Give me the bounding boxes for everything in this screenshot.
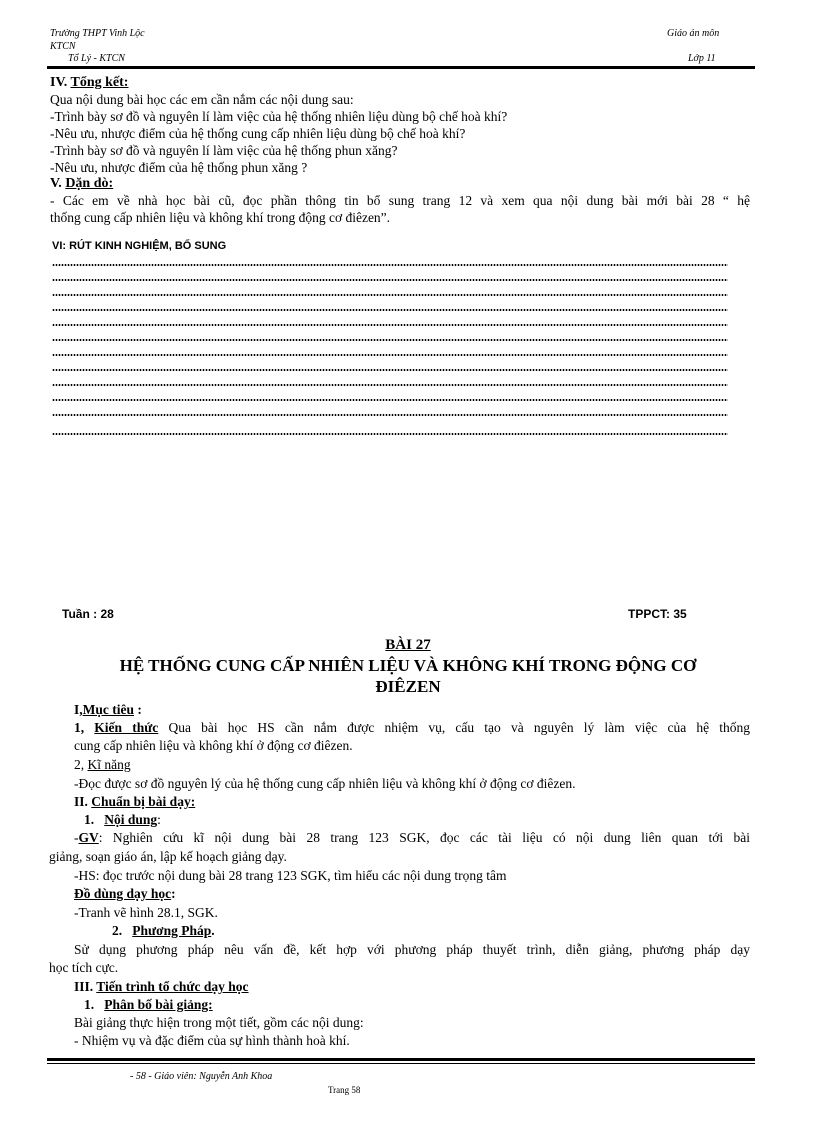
dotted-line xyxy=(52,399,728,401)
tools-tail: : xyxy=(171,886,176,901)
dotted-line xyxy=(52,324,728,326)
teacher-prep-line-cont: giảng, soạn giáo án, lập kế hoạch giảng dạy. xyxy=(49,849,287,864)
skills-heading xyxy=(74,755,131,774)
objectives-heading xyxy=(74,700,142,719)
objectives-heading-text: Mục tiêu xyxy=(82,702,135,717)
preparation-heading xyxy=(74,792,195,811)
dotted-line xyxy=(52,264,728,266)
header-school: Trường THPT Vinh Lộc xyxy=(50,28,145,39)
process-sub-heading xyxy=(84,995,213,1014)
tools-label: Đồ dùng dạy học xyxy=(74,886,172,901)
dotted-line xyxy=(52,433,728,435)
lesson-title: HỆ THỐNG CUNG CẤP NHIÊN LIỆU VÀ KHÔNG KHÍ TRONG ĐỘNG CƠ xyxy=(119,656,697,675)
footer-rule-thin xyxy=(47,1063,755,1064)
homework-heading-number: V. xyxy=(50,176,62,191)
lesson-number: BÀI 27 xyxy=(385,637,431,653)
summary-heading-text: Tổng kết: xyxy=(70,75,129,90)
content-tail: : xyxy=(157,812,161,827)
footer-rule xyxy=(47,1058,755,1061)
footer-page: Trang 58 xyxy=(328,1085,361,1095)
process-line: Bài giảng thực hiện trong một tiết, gồm các nội dung: xyxy=(74,1015,364,1030)
method-number: 2. xyxy=(112,923,123,938)
skills-text: -Đọc được sơ đồ nguyên lý của hệ thống cung cấp nhiên liệu và không khí ở động cơ điêzen. xyxy=(74,776,576,791)
header-group: Tổ Lý - KTCN xyxy=(68,53,125,64)
teacher-prep-text: : Nghiên cứu kĩ nội dung bài 28 trang 123 SGK, đọc các tài liệu có nội dung liên quan tới bài xyxy=(98,830,750,845)
header-dept: KTCN xyxy=(50,41,76,52)
teacher-prep-line xyxy=(74,828,750,847)
summary-heading-number: IV. xyxy=(50,75,68,90)
preparation-heading-number: II. xyxy=(74,794,88,809)
summary-item: -Trình bày sơ đồ và nguyên lí làm việc của hệ thống phun xăng? xyxy=(50,143,398,158)
method-line: Sử dụng phương pháp nêu vấn đề, kết hợp với phương pháp thuyết trình, diễn giảng, phương pháp dạy xyxy=(74,942,750,957)
dotted-line xyxy=(52,354,728,356)
teacher-label: GV xyxy=(78,830,99,845)
content-heading xyxy=(84,810,161,829)
knowledge-text: Qua bài học HS cần nắm được nhiệm vụ, cấu tạo và nguyên lý làm việc của hệ thống xyxy=(158,720,751,735)
dotted-line xyxy=(52,369,728,371)
student-prep-line: -HS: đọc trước nội dung bài 28 trang 123 SGK, tìm hiểu các nội dung trọng tâm xyxy=(74,868,507,883)
method-line-cont: học tích cực. xyxy=(49,960,119,975)
method-heading xyxy=(112,921,215,940)
lesson-title-cont: ĐIÊZEN xyxy=(375,677,441,696)
footer-teacher: - 58 - Giáo viên: Nguyễn Anh Khoa xyxy=(130,1071,273,1082)
experience-heading: VI: RÚT KINH NGHIỆM, BỔ SUNG xyxy=(52,240,227,252)
teacher-prep-dash: - xyxy=(74,830,79,845)
content-label: Nội dung xyxy=(104,812,158,827)
header-subject: Giáo án môn xyxy=(667,28,720,39)
process-sub-number: 1. xyxy=(84,997,95,1012)
process-heading-text: Tiến trình tổ chức dạy học xyxy=(96,979,249,994)
process-line: - Nhiệm vụ và đặc điểm của sự hình thành hoà khí. xyxy=(74,1033,350,1048)
content-number: 1. xyxy=(84,812,95,827)
homework-line: - Các em về nhà học bài cũ, đọc phần thông tin bổ sung trang 12 và xem qua nội dung bài mới bài 28 “ hệ xyxy=(50,193,750,208)
dotted-line xyxy=(52,309,728,311)
homework-heading-text: Dặn dò: xyxy=(65,176,114,191)
skills-number: 2, xyxy=(74,757,85,772)
summary-intro: Qua nội dung bài học các em cần nắm các nội dung sau: xyxy=(50,92,354,107)
knowledge-number: 1, xyxy=(74,720,85,735)
method-tail: . xyxy=(211,923,215,938)
header-rule xyxy=(47,66,755,69)
homework-line: thống cung cấp nhiên liệu và không khí trong động cơ điêzen”. xyxy=(50,210,391,225)
preparation-heading-text: Chuẩn bị bài dạy: xyxy=(91,794,196,809)
period-label: TPPCT: 35 xyxy=(628,607,687,621)
knowledge-line xyxy=(74,718,750,737)
dotted-line xyxy=(52,279,728,281)
process-heading-number: III. xyxy=(74,979,94,994)
knowledge-label: Kiến thức xyxy=(94,720,159,735)
process-sub-label: Phân bố bài giảng: xyxy=(104,997,213,1012)
objectives-heading-number: I, xyxy=(74,702,83,717)
summary-item: -Trình bày sơ đồ và nguyên lí làm việc của hệ thống nhiên liệu dùng bộ chế hoà khí? xyxy=(50,109,508,124)
knowledge-line-cont: cung cấp nhiên liệu và không khí ở động cơ điêzen. xyxy=(74,738,353,753)
summary-item: -Nêu ưu, nhược điểm của hệ thống phun xăng ? xyxy=(50,160,308,175)
skills-label: Kĩ năng xyxy=(87,757,131,772)
process-heading xyxy=(74,977,249,996)
objectives-heading-tail: : xyxy=(137,702,142,717)
week-label: Tuần : 28 xyxy=(62,607,114,621)
dotted-line xyxy=(52,339,728,341)
summary-item: -Nêu ưu, nhược điểm của hệ thống cung cấp nhiên liệu dùng bộ chế hoà khí? xyxy=(50,126,466,141)
tools-heading xyxy=(74,884,176,903)
dotted-line xyxy=(52,384,728,386)
header-class: Lớp 11 xyxy=(688,53,716,64)
tools-item: -Tranh vẽ hình 28.1, SGK. xyxy=(74,905,218,920)
dotted-line xyxy=(52,414,728,416)
method-label: Phương Pháp xyxy=(132,923,212,938)
dotted-line xyxy=(52,294,728,296)
